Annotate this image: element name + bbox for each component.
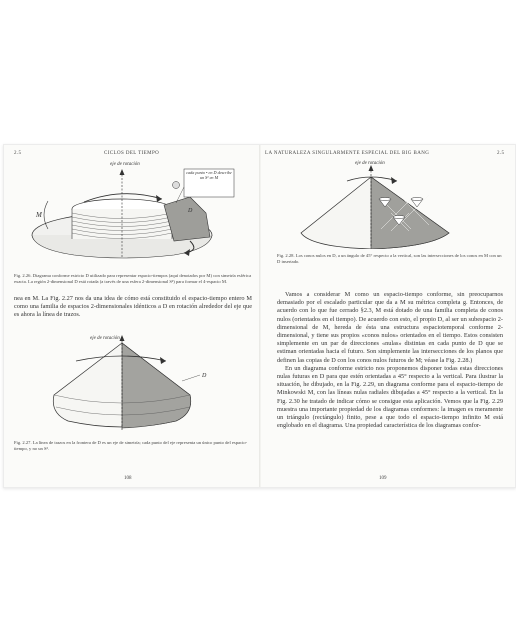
right-section-number: 2.5	[497, 151, 505, 156]
left-section-number: 2.5	[14, 151, 22, 156]
fig26-point-label: cada punto • en D describe un S¹ en M	[186, 170, 232, 181]
figure-2-26	[14, 157, 249, 269]
right-body-text	[277, 291, 503, 430]
fig27-caption: Fig. 2.27. La línea de trazos en la frontera de D es un eje de simetría; cada punto del eje representa un único punto del espacio-tiempo, y no un S².	[14, 440, 248, 452]
fig26-caption: Fig. 2.26. Diagrama conforme estricto D utilizado para representar espacio-tiempos (aquí denotados por M) con simetría esférica exacta. La región 2-dimensional D está rotada (a través de una esfera 2-dimensional S²) para formar el 4-espacio M.	[14, 273, 252, 285]
fig28-d-region	[371, 177, 449, 249]
right-paragraph-1: Vamos a considerar M como un espacio-tiempo conforme, sin preocuparnos demasiado por el escalado particular que da a M su métrica completa g. Entonces, de acuerdo con lo que fue cerrado §2.3, M está dotado de una familia completa de conos nulos (orientados en el tiempo). De acuerdo con esto, el propio D, al ser un subespacio 2-dimensional de M, hereda de ésta una estructura espaciotemporal conforme 2-dimensional, y tiene sus propios «conos nulos» orientados en el tiempo. Estos consisten simplemente en un par de direcciones «nulas» distintas en cada punto de D que se estiman orientadas hacia el futuro. Son simplemente las intersecciones de los planos que definen las copias de D con los conos nulos futuros de M; véase la Fig. 2.28.)	[277, 291, 503, 364]
left-running-head: CICLOS DEL TIEMPO	[104, 151, 160, 156]
fig28-caption: Fig. 2.28. Los conos nulos en D, a un ángulo de 45° respecto a la vertical, son las intersecciones de los conos en M con un D insertado.	[277, 253, 502, 265]
fig26-m-label: M	[36, 211, 42, 219]
fig27-d-label: D	[202, 373, 207, 379]
left-paragraph: nea en M. La Fig. 2.27 nos da una idea de cómo está constituido el espacio-tiempo entero M como una familia de espacios 2-dimensionales idénticos a D en rotación alrededor del eje que es ahora la línea de trazos.	[14, 295, 252, 319]
d-half-region	[122, 343, 191, 428]
fig26-d-label: D	[188, 208, 193, 214]
right-page	[261, 145, 515, 487]
left-page-number: 108	[124, 476, 132, 481]
fig27-axis-label: eje de rotación	[90, 336, 120, 341]
figure-2-27-drawing	[14, 333, 249, 435]
figure-2-28	[281, 159, 491, 249]
left-body-text	[14, 295, 252, 320]
fig28-axis-label: eje de rotación	[355, 161, 385, 166]
sphere-icon	[173, 182, 180, 189]
figure-2-28-drawing	[281, 159, 491, 249]
right-running-head: LA NATURALEZA SINGULARMENTE ESPECIAL DEL BIG BANG	[265, 151, 430, 156]
right-paragraph-2: En un diagrama conforme estricto nos proponemos disponer todas estas direcciones nulas futuras en D para que estén orientadas a 45° respecto a la vertical. Para ilustrar la situación, he dibujado, en la Fig. 2.29, un diagrama conforme para el espacio-tiempo de Minkowski M, con las líneas nulas radiales dibujadas a 45° respecto a la vertical. En la Fig. 2.30 he tratado de indicar cómo se consigue esta aplicación. Vemos que la Fig. 2.29 muestra una importante propiedad de los diagramas conformes: la imagen es meramente un triángulo (rectángulo) finito, pese a que todo el espacio-tiempo infinito M está englobado en el diagrama. Una propiedad característica de los diagramas confor-	[277, 364, 503, 430]
book-spread	[3, 144, 516, 488]
figure-2-26-drawing	[14, 157, 249, 269]
figure-2-27	[14, 333, 249, 435]
left-page	[4, 145, 259, 487]
right-page-number: 109	[379, 476, 387, 481]
fig26-axis-label: eje de rotación	[110, 162, 140, 167]
